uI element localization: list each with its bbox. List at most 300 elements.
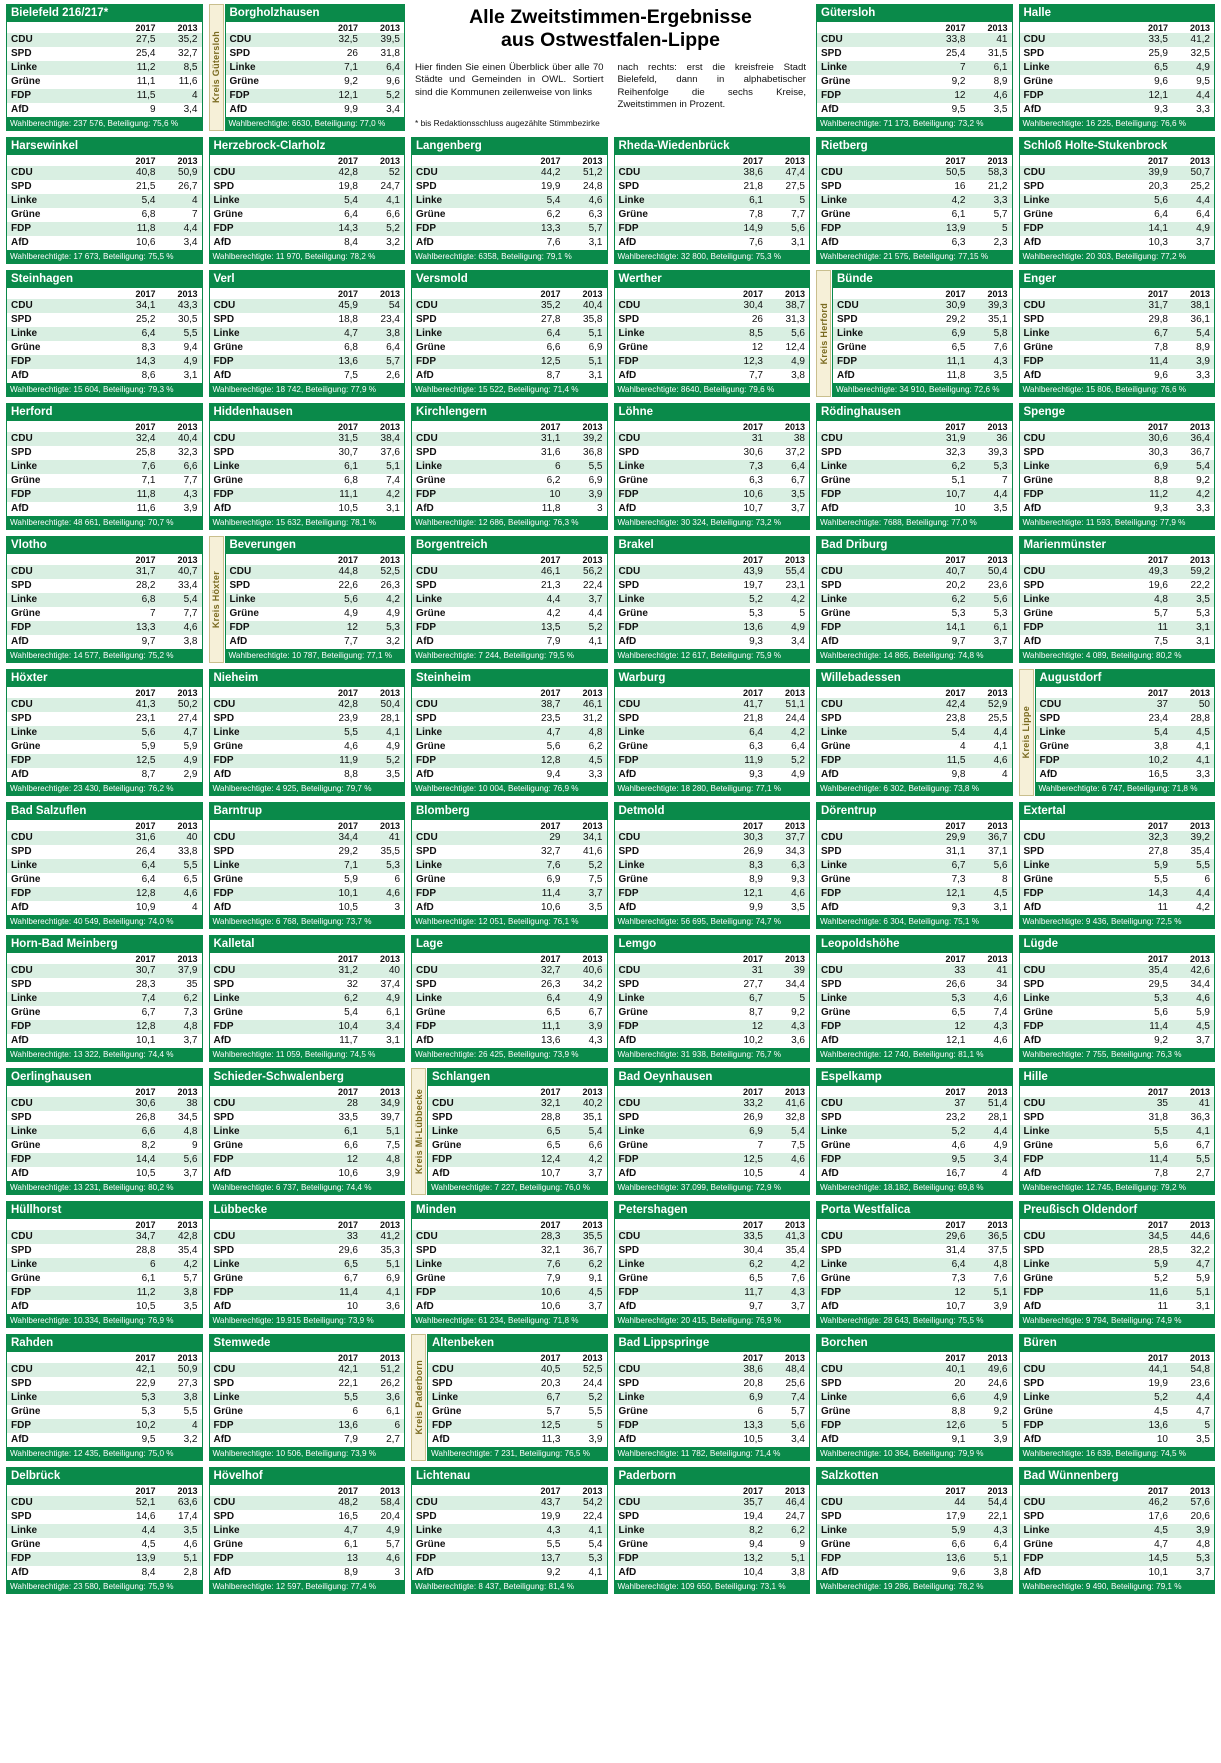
party-name: SPD — [618, 1378, 640, 1389]
year-header-2017: 2017 — [945, 289, 966, 299]
value-2017: 10,7 — [743, 503, 763, 514]
party-name: SPD — [821, 1245, 842, 1256]
table-row — [615, 208, 810, 222]
table-row — [1020, 1391, 1215, 1405]
value-2017: 13,3 — [743, 1420, 763, 1431]
year-header-2017: 2017 — [742, 289, 763, 299]
value-2013: 3,2 — [386, 237, 400, 248]
value-2017: 13 — [346, 1553, 358, 1564]
party-name: AfD — [1039, 769, 1058, 780]
year-header-2017: 2017 — [1147, 23, 1168, 33]
municipality-name: Extertal — [1020, 803, 1215, 820]
party-name: FDP — [1023, 1021, 1044, 1032]
municipality-name: Bad Driburg — [817, 537, 1012, 554]
value-2017: 11,5 — [946, 755, 966, 766]
party-name: CDU — [213, 300, 236, 311]
year-header-2017: 2017 — [540, 289, 561, 299]
turnout-footer: Wahlberechtigte: 12 686, Beteiligung: 76,3 % — [412, 516, 607, 529]
value-2013: 7,4 — [993, 1007, 1008, 1018]
table-row — [615, 166, 810, 180]
value-2017: 34,7 — [136, 1231, 156, 1242]
value-2017: 23,8 — [946, 713, 966, 724]
municipality-cell — [1019, 669, 1216, 796]
table-row — [7, 768, 202, 782]
municipality-cell — [816, 1068, 1013, 1195]
value-2017: 34,5 — [1148, 1231, 1168, 1242]
value-2013: 52,5 — [380, 566, 400, 577]
value-2017: 12 — [346, 622, 358, 633]
value-2013: 8,5 — [183, 62, 198, 73]
turnout-footer: Wahlberechtigte: 40 549, Beteiligung: 74,0 % — [7, 915, 202, 928]
value-2013: 4,4 — [588, 608, 603, 619]
value-2013: 7,5 — [386, 1140, 400, 1151]
table-row — [1020, 1020, 1215, 1034]
value-2017: 7,7 — [749, 370, 763, 381]
value-2013: 7 — [191, 209, 198, 220]
party-rows — [1020, 565, 1215, 649]
table-row — [210, 1272, 405, 1286]
party-name: SPD — [213, 1112, 235, 1123]
table-row — [817, 488, 1012, 502]
value-2017: 6,8 — [344, 342, 358, 353]
value-2013: 3,5 — [791, 902, 805, 913]
value-2017: 29,6 — [338, 1245, 358, 1256]
party-name: Linke — [11, 860, 38, 871]
value-2017: 10,4 — [743, 1567, 763, 1578]
value-2013: 4,2 — [1196, 489, 1210, 500]
year-header-row — [7, 820, 202, 831]
value-2013: 4,6 — [993, 90, 1008, 101]
value-2017: 11,1 — [136, 76, 156, 87]
value-2017: 6,9 — [546, 874, 561, 885]
table-row — [615, 740, 810, 754]
value-2017: 44 — [954, 1497, 966, 1508]
results-table — [614, 669, 811, 796]
value-2017: 4 — [959, 741, 966, 752]
party-name: CDU — [229, 34, 252, 45]
table-row — [7, 180, 202, 194]
table-row — [817, 579, 1012, 593]
year-header-2017: 2017 — [135, 1353, 156, 1363]
table-row — [412, 194, 607, 208]
table-row — [615, 1020, 810, 1034]
value-2013: 54 — [388, 300, 400, 311]
party-name: Linke — [11, 461, 38, 472]
header-block — [411, 4, 810, 131]
table-row — [7, 222, 202, 236]
value-2017: 25,4 — [946, 48, 966, 59]
value-2017: 8,8 — [1154, 475, 1168, 486]
value-2013: 2,3 — [993, 237, 1008, 248]
value-2017: 26 — [346, 48, 358, 59]
table-row — [615, 887, 810, 901]
value-2013: 2,7 — [386, 1434, 400, 1445]
party-name: CDU — [1023, 433, 1046, 444]
table-row — [7, 446, 202, 460]
year-header-2013: 2013 — [784, 1486, 805, 1496]
value-2013: 3,7 — [588, 594, 603, 605]
municipality-name: Hille — [1020, 1069, 1215, 1086]
table-row — [1020, 1034, 1215, 1048]
year-header-2017: 2017 — [945, 156, 966, 166]
results-table — [209, 1467, 406, 1594]
party-name: FDP — [1023, 223, 1044, 234]
table-row — [1020, 75, 1215, 89]
table-row — [7, 47, 202, 61]
table-row — [817, 1258, 1012, 1272]
year-header-2017: 2017 — [742, 688, 763, 698]
value-2013: 7,4 — [386, 475, 400, 486]
turnout-footer: Wahlberechtigte: 8640, Beteiligung: 79,6 % — [615, 383, 810, 396]
party-name: AfD — [416, 503, 434, 514]
table-row — [210, 1524, 405, 1538]
value-2013: 3,1 — [791, 237, 805, 248]
table-row — [817, 1377, 1012, 1391]
party-name: Linke — [432, 1392, 459, 1403]
municipality-cell — [411, 669, 608, 796]
value-2013: 26,3 — [380, 580, 400, 591]
results-table — [6, 270, 203, 397]
table-row — [210, 474, 405, 488]
value-2017: 11,8 — [946, 370, 966, 381]
turnout-footer: Wahlberechtigte: 20 415, Beteiligung: 76,9 % — [615, 1314, 810, 1327]
party-name: Grüne — [213, 342, 243, 353]
table-row — [615, 1125, 810, 1139]
value-2013: 50,9 — [178, 1364, 198, 1375]
party-name: CDU — [213, 1364, 236, 1375]
party-name: SPD — [416, 314, 437, 325]
party-name: FDP — [1039, 755, 1060, 766]
value-2013: 6,1 — [993, 62, 1008, 73]
value-2017: 4,4 — [546, 594, 561, 605]
municipality-name: Steinhagen — [7, 271, 202, 288]
value-2017: 26,9 — [743, 846, 763, 857]
year-header-row — [817, 1219, 1012, 1230]
party-name: SPD — [618, 1112, 640, 1123]
year-header-2017: 2017 — [540, 1353, 561, 1363]
party-name: FDP — [618, 1154, 639, 1165]
value-2013: 4,3 — [993, 356, 1008, 367]
value-2013: 49,6 — [988, 1364, 1008, 1375]
turnout-footer: Wahlberechtigte: 23 580, Beteiligung: 75,9 % — [7, 1580, 202, 1593]
table-row — [615, 1300, 810, 1314]
party-name: SPD — [1023, 580, 1045, 591]
value-2013: 5,1 — [183, 1553, 198, 1564]
value-2017: 42,1 — [338, 1364, 358, 1375]
party-name: Grüne — [213, 1273, 243, 1284]
party-name: CDU — [1039, 699, 1062, 710]
value-2013: 6,9 — [588, 475, 603, 486]
party-name: Grüne — [416, 1007, 446, 1018]
party-name: AfD — [821, 1434, 839, 1445]
party-rows — [7, 166, 202, 250]
value-2013: 4,2 — [386, 489, 400, 500]
year-header-2013: 2013 — [987, 954, 1008, 964]
table-row — [615, 1006, 810, 1020]
party-name: Linke — [821, 62, 848, 73]
value-2017: 12 — [751, 1021, 763, 1032]
value-2017: 8,2 — [141, 1140, 156, 1151]
year-header-2013: 2013 — [1189, 1353, 1210, 1363]
value-2013: 4,2 — [588, 1154, 603, 1165]
value-2017: 27,7 — [743, 979, 763, 990]
value-2013: 5,6 — [183, 1154, 198, 1165]
value-2013: 36,1 — [1190, 314, 1210, 325]
party-name: CDU — [618, 1231, 641, 1242]
party-name: Grüne — [821, 1273, 851, 1284]
table-row — [412, 222, 607, 236]
value-2017: 10,6 — [338, 1168, 358, 1179]
party-name: Linke — [213, 1126, 240, 1137]
value-2013: 35,3 — [380, 1245, 400, 1256]
value-2013: 40,4 — [583, 300, 603, 311]
table-row — [7, 901, 202, 915]
table-row — [615, 299, 810, 313]
municipality-cell — [614, 403, 811, 530]
party-name: FDP — [416, 1021, 436, 1032]
district-label-strip — [209, 536, 224, 663]
results-table — [209, 270, 406, 397]
party-rows — [428, 1363, 607, 1447]
party-name: CDU — [11, 965, 33, 976]
table-row — [7, 1538, 202, 1552]
party-name: CDU — [618, 167, 641, 178]
district-label-strip — [411, 1334, 426, 1461]
party-name: SPD — [821, 979, 842, 990]
value-2013: 4,6 — [386, 1553, 400, 1564]
value-2017: 9,2 — [951, 76, 966, 87]
value-2017: 6,9 — [951, 328, 966, 339]
party-rows — [210, 831, 405, 915]
table-row — [210, 1139, 405, 1153]
turnout-footer: Wahlberechtigte: 237 576, Beteiligung: 75,6 % — [7, 117, 202, 130]
value-2013: 3,9 — [1196, 1525, 1210, 1536]
table-row — [412, 1510, 607, 1524]
table-row — [615, 327, 810, 341]
party-name: AfD — [11, 1035, 29, 1046]
table-row — [1036, 712, 1215, 726]
value-2013: 4,5 — [1196, 1021, 1210, 1032]
value-2013: 3,9 — [588, 489, 603, 500]
year-header-2013: 2013 — [379, 23, 400, 33]
party-name: Linke — [416, 195, 443, 206]
table-row — [1020, 1566, 1215, 1580]
year-header-2017: 2017 — [742, 1486, 763, 1496]
value-2017: 38,7 — [541, 699, 561, 710]
table-row — [7, 1006, 202, 1020]
table-row — [210, 1244, 405, 1258]
table-row — [1020, 621, 1215, 635]
municipality-name: Willebadessen — [817, 670, 1012, 687]
municipality-cell — [614, 935, 811, 1062]
value-2017: 11,4 — [1149, 1154, 1168, 1165]
party-name: CDU — [213, 167, 236, 178]
value-2017: 21,5 — [136, 181, 156, 192]
party-name: CDU — [1023, 832, 1046, 843]
results-table — [816, 1068, 1013, 1195]
year-header-2013: 2013 — [177, 1220, 198, 1230]
party-name: AfD — [1023, 1168, 1042, 1179]
turnout-footer: Wahlberechtigte: 18.182, Beteiligung: 69,8 % — [817, 1181, 1012, 1194]
party-name: Grüne — [213, 1539, 243, 1550]
year-header-row — [615, 554, 810, 565]
party-name: Grüne — [618, 342, 648, 353]
party-name: CDU — [1023, 34, 1046, 45]
party-name: CDU — [11, 1098, 33, 1109]
year-header-2017: 2017 — [742, 954, 763, 964]
year-header-2013: 2013 — [987, 422, 1008, 432]
value-2013: 6,6 — [386, 209, 400, 220]
municipality-cell — [209, 4, 406, 131]
year-header-2017: 2017 — [1147, 954, 1168, 964]
value-2013: 24,4 — [583, 1378, 603, 1389]
table-row — [7, 1034, 202, 1048]
party-name: Linke — [618, 195, 645, 206]
value-2013: 3,3 — [1196, 769, 1210, 780]
value-2017: 30,7 — [136, 965, 156, 976]
table-row — [210, 754, 405, 768]
results-table — [6, 669, 203, 796]
value-2017: 10,5 — [136, 1168, 156, 1179]
value-2017: 7 — [959, 62, 966, 73]
results-table — [411, 1467, 608, 1594]
value-2013: 4,6 — [183, 888, 198, 899]
value-2017: 43,7 — [541, 1497, 561, 1508]
party-name: Grüne — [213, 1007, 243, 1018]
party-name: Linke — [416, 594, 443, 605]
table-row — [210, 1552, 405, 1566]
value-2013: 5,6 — [791, 1420, 805, 1431]
year-header-2017: 2017 — [945, 555, 966, 565]
party-name: FDP — [416, 356, 436, 367]
party-name: CDU — [821, 965, 843, 976]
title-line-1: Alle Zweitstimmen-Ergebnisse — [469, 6, 752, 28]
table-row — [7, 1510, 202, 1524]
party-name: Linke — [416, 461, 443, 472]
table-row — [1020, 432, 1215, 446]
value-2013: 9,2 — [791, 1007, 805, 1018]
value-2013: 6,2 — [183, 993, 198, 1004]
turnout-footer: Wahlberechtigte: 10.334, Beteiligung: 76,9 % — [7, 1314, 202, 1327]
table-row — [210, 768, 405, 782]
municipality-cell — [6, 1334, 203, 1461]
party-name: FDP — [11, 1287, 31, 1298]
year-header-2013: 2013 — [582, 422, 603, 432]
municipality-name: Dörentrup — [817, 803, 1012, 820]
municipality-cell — [6, 1068, 203, 1195]
table-row — [428, 1391, 607, 1405]
results-table — [6, 1068, 203, 1195]
municipality-cell — [209, 536, 406, 663]
party-name: AfD — [11, 636, 29, 647]
year-header-2017: 2017 — [135, 954, 156, 964]
party-name: CDU — [1023, 300, 1046, 311]
table-row — [210, 901, 405, 915]
value-2013: 3,1 — [993, 902, 1008, 913]
value-2017: 9,7 — [141, 636, 156, 647]
value-2017: 27,8 — [541, 314, 561, 325]
party-rows — [1020, 831, 1215, 915]
table-row — [615, 831, 810, 845]
party-name: AfD — [618, 1168, 637, 1179]
value-2013: 5 — [596, 1420, 603, 1431]
turnout-footer: Wahlberechtigte: 26 425, Beteiligung: 73,9 % — [412, 1048, 607, 1061]
table-row — [210, 992, 405, 1006]
value-2013: 4,3 — [993, 1021, 1008, 1032]
table-row — [817, 964, 1012, 978]
value-2013: 3 — [596, 503, 603, 514]
party-name: CDU — [821, 34, 843, 45]
party-name: Linke — [11, 1126, 38, 1137]
table-row — [1020, 1496, 1215, 1510]
table-row — [817, 33, 1012, 47]
value-2013: 5,3 — [993, 461, 1008, 472]
value-2013: 5,2 — [791, 755, 805, 766]
value-2013: 6,6 — [588, 1140, 603, 1151]
value-2017: 38,6 — [743, 167, 763, 178]
party-rows — [7, 964, 202, 1048]
value-2013: 6,7 — [1196, 1140, 1210, 1151]
value-2017: 6,8 — [141, 209, 156, 220]
turnout-footer: Wahlberechtigte: 6630, Beteiligung: 77,0 % — [226, 117, 405, 130]
value-2017: 21,8 — [743, 181, 763, 192]
value-2013: 4,4 — [993, 1126, 1008, 1137]
value-2017: 14,9 — [743, 223, 763, 234]
municipality-name: Beverungen — [226, 537, 405, 554]
year-header-2013: 2013 — [987, 1220, 1008, 1230]
value-2017: 5,9 — [344, 874, 358, 885]
value-2017: 33,5 — [338, 1112, 358, 1123]
table-row — [7, 1300, 202, 1314]
value-2017: 41,3 — [136, 699, 156, 710]
results-table — [6, 403, 203, 530]
table-row — [1020, 1286, 1215, 1300]
municipality-name: Espelkamp — [817, 1069, 1012, 1086]
table-row — [615, 502, 810, 516]
year-header-row — [210, 288, 405, 299]
value-2013: 40,6 — [583, 965, 603, 976]
party-name: AfD — [618, 237, 637, 248]
party-name: AfD — [213, 1035, 232, 1046]
value-2013: 34,1 — [583, 832, 603, 843]
table-row — [615, 621, 810, 635]
value-2017: 4,2 — [546, 608, 561, 619]
value-2017: 32,7 — [541, 846, 561, 857]
value-2013: 6,7 — [791, 475, 805, 486]
table-row — [615, 1153, 810, 1167]
value-2017: 5,3 — [951, 993, 966, 1004]
year-header-row — [210, 953, 405, 964]
municipality-cell — [6, 1201, 203, 1328]
party-name: SPD — [618, 979, 640, 990]
year-header-row — [428, 1352, 607, 1363]
value-2013: 3,1 — [1196, 622, 1210, 633]
value-2013: 9,2 — [1196, 475, 1210, 486]
turnout-footer: Wahlberechtigte: 6358, Beteiligung: 79,1 % — [412, 250, 607, 263]
party-name: FDP — [213, 223, 234, 234]
value-2017: 7,8 — [1154, 342, 1168, 353]
value-2013: 3,5 — [1196, 594, 1210, 605]
party-name: FDP — [618, 489, 639, 500]
year-header-2017: 2017 — [1147, 156, 1168, 166]
value-2013: 44,6 — [1190, 1231, 1210, 1242]
value-2013: 4,5 — [588, 1287, 603, 1298]
table-row — [412, 208, 607, 222]
value-2017: 33,5 — [1148, 34, 1168, 45]
party-name: AfD — [821, 769, 839, 780]
municipality-cell — [411, 137, 608, 264]
table-row — [210, 1230, 405, 1244]
